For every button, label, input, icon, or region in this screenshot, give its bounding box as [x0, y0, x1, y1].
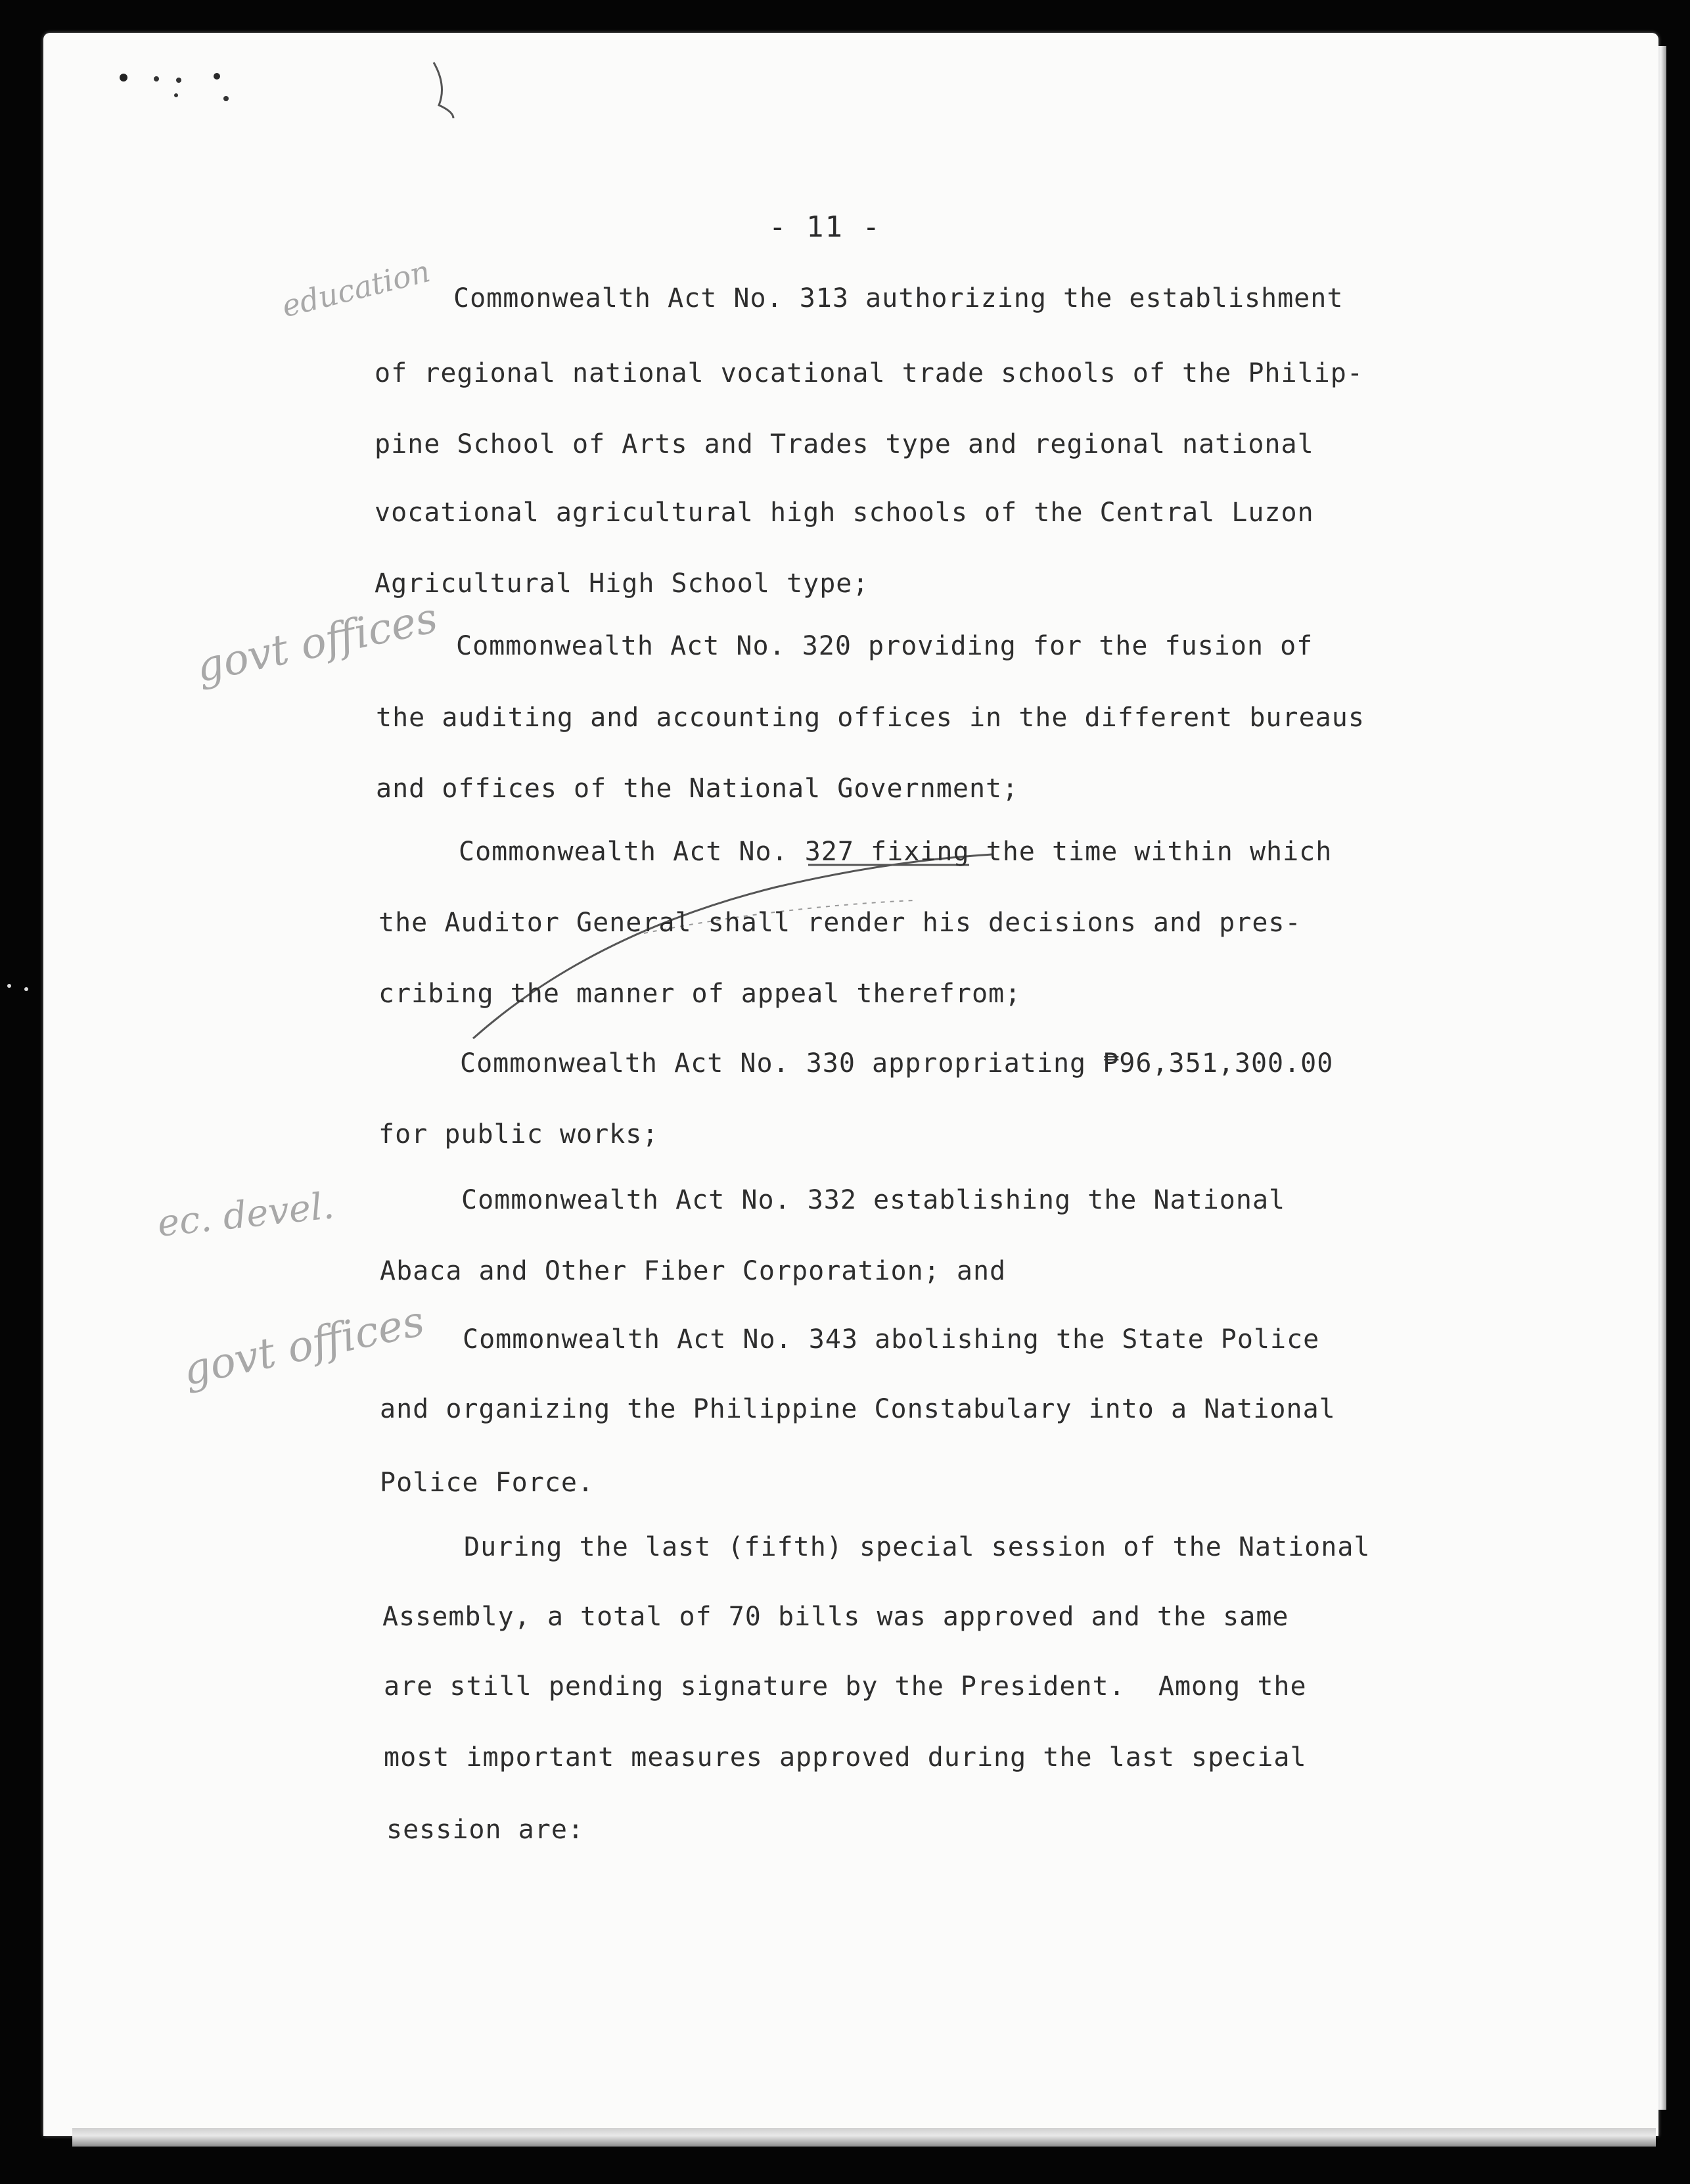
text-line: Commonwealth Act No. 320 providing for the fusion of [456, 631, 1313, 661]
text-line: and offices of the National Government; [376, 774, 1019, 804]
text-line: cribing the manner of appeal therefrom; [378, 979, 1022, 1009]
text-line: During the last (fifth) special session of the National [464, 1532, 1371, 1562]
text-line: for public works; [378, 1119, 659, 1150]
text-line: the auditing and accounting offices in the different bureaus [376, 703, 1365, 733]
text-line: Assembly, a total of 70 bills was approved and the same [382, 1602, 1289, 1632]
text-line: Agricultural High School type; [375, 569, 869, 599]
text-line: Commonwealth Act No. 330 appropriating ₱96,351,300.00 [460, 1048, 1334, 1079]
text-line: of regional national vocational trade schools of the Philip- [375, 358, 1363, 388]
text-line: and organizing the Philippine Constabulary into a National [380, 1394, 1336, 1424]
text-line: Commonwealth Act No. 327 fixing the time within which [459, 837, 1333, 867]
page-number: - 11 - [769, 210, 881, 244]
text-line: pine School of Arts and Trades type and regional national [375, 429, 1314, 459]
text-line: are still pending signature by the President. Among the [384, 1671, 1307, 1702]
text-line: vocational agricultural high schools of the Central Luzon [375, 498, 1314, 528]
margin-annotation: govt offices [179, 1297, 429, 1396]
margin-annotation: govt offices [192, 593, 442, 693]
text-line: Commonwealth Act No. 332 establishing the National [461, 1185, 1286, 1215]
text-line: most important measures approved during the last special [384, 1742, 1307, 1773]
text-line: Police Force. [380, 1468, 595, 1498]
text-line: Commonwealth Act No. 313 authorizing the establishment [453, 283, 1344, 314]
text-line: session are: [386, 1815, 584, 1845]
text-line: Abaca and Other Fiber Corporation; and [380, 1256, 1007, 1286]
margin-annotation: education [278, 253, 434, 325]
margin-annotation: ec. devel. [155, 1184, 336, 1245]
text-line: the Auditor General shall render his decisions and pres- [378, 908, 1302, 938]
text-line: Commonwealth Act No. 343 abolishing the State Police [463, 1324, 1320, 1355]
